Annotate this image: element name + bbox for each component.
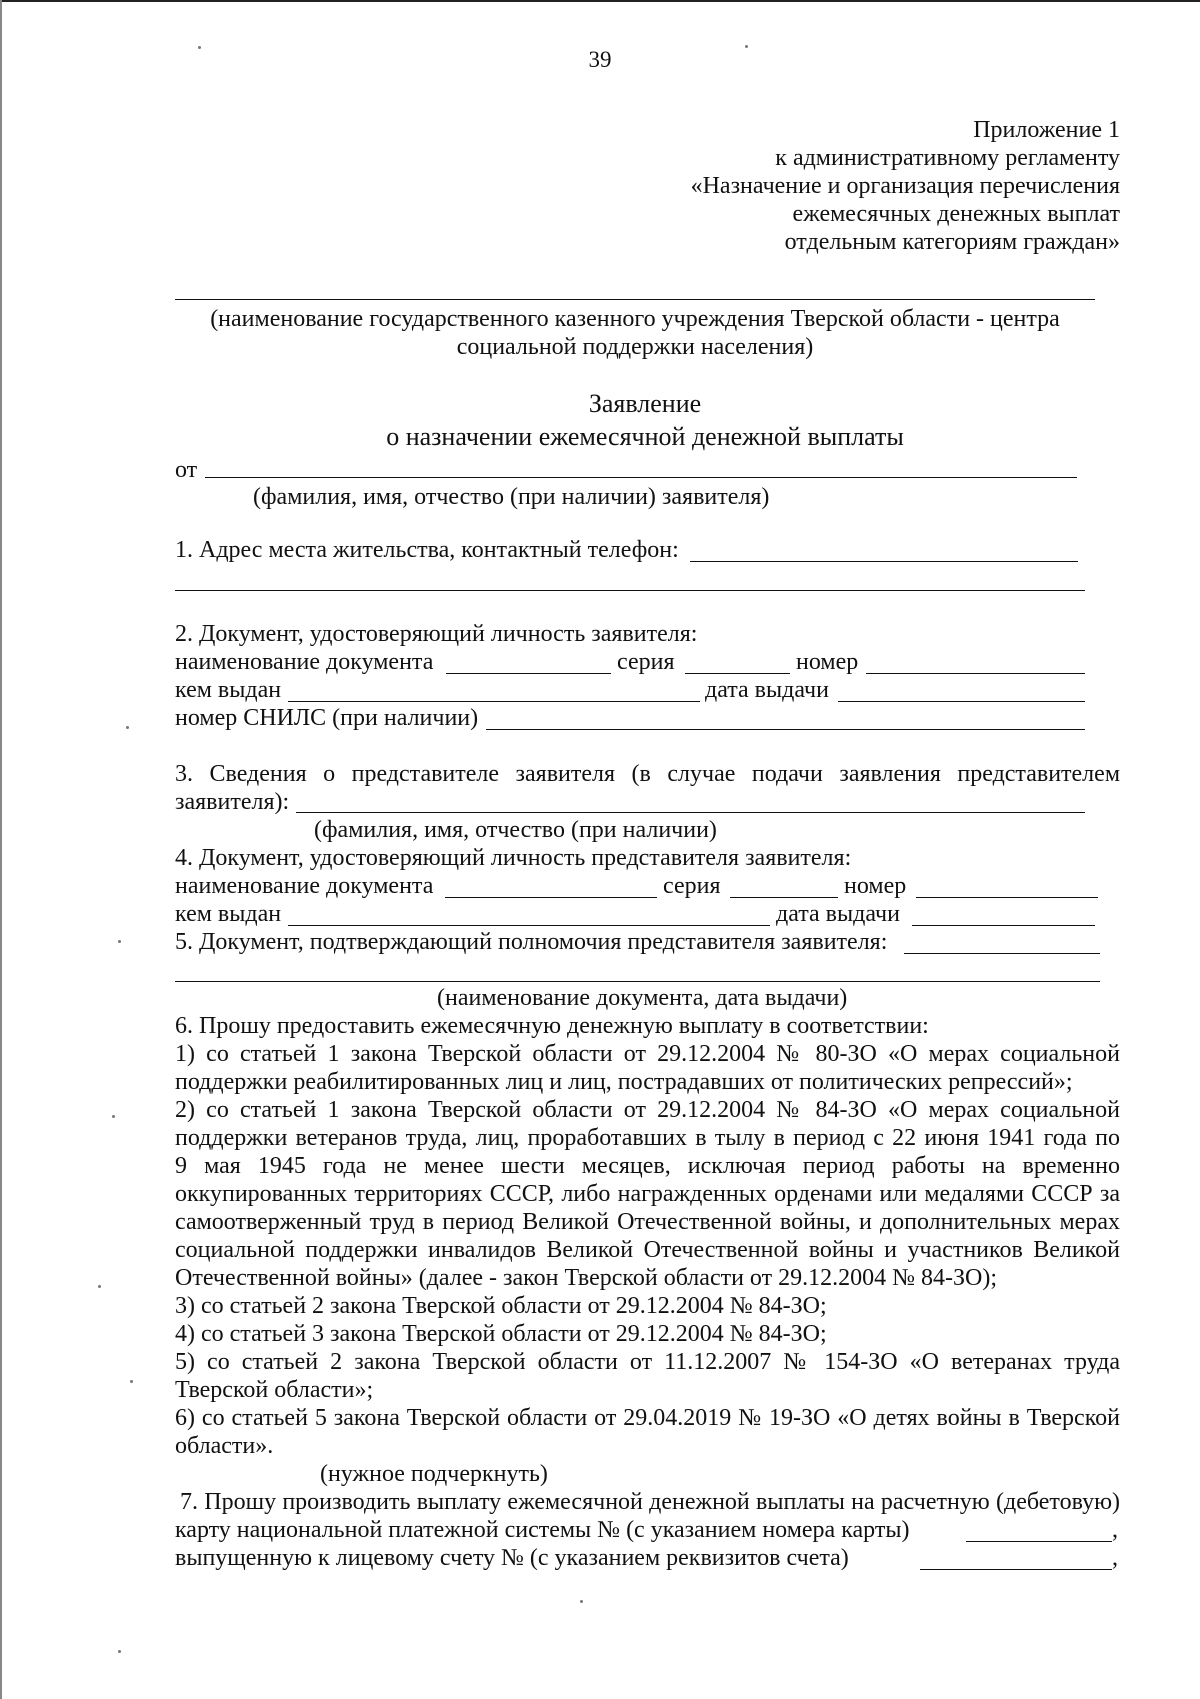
basis-option-3[interactable]: 3) со статьей 2 закона Тверской области от 29.12.2004 № 84-ЗО; [175,1293,827,1319]
basis-option-2-cont-5: социальной поддержки инвалидов Великой Отечественной войны и участников Великой [175,1237,1120,1263]
representative-doc-name-label: наименование документа [175,873,434,899]
institution-caption-line-2: социальной поддержки населения) [456,334,814,360]
representative-number-label: номер [844,873,907,899]
applicant-issued-by-label: кем выдан [175,677,282,703]
scan-speck [745,45,748,48]
basis-option-2-cont-2: 9 мая 1945 года не менее шести месяцев, исключая период работы на временно [175,1153,1120,1179]
basis-option-5-cont: Тверской области»; [175,1377,374,1403]
applicant-series-label: серия [617,649,675,675]
representative-name-caption: (фамилия, имя, отчество (при наличии) [314,817,717,843]
applicant-doc-name-field[interactable] [446,673,611,674]
applicant-name-caption: (фамилия, имя, отчество (при наличии) заявителя) [253,484,770,510]
institution-caption-line-1: (наименование государственного казенного учреждения Тверской области - центра [210,306,1060,332]
basis-option-6[interactable]: 6) со статьей 5 закона Тверской области от 29.04.2019 № 19-ЗО «О детях войны в Тверской [175,1405,1120,1431]
applicant-id-heading: 2. Документ, удостоверяющий личность заявителя: [175,621,698,647]
representative-issue-date-field[interactable] [912,925,1095,926]
payment-card-line-1: 7. Прошу производить выплату ежемесячной денежной выплаты на расчетную (дебетовую) [180,1489,1120,1515]
scan-speck [118,1650,121,1653]
account-number-comma: , [1112,1545,1118,1571]
applicant-name-field[interactable] [205,477,1077,478]
page-number: 39 [588,47,612,72]
basis-option-2-cont-6: Отечественной войны» (далее - закон Тверской области от 29.12.2004 № 84-ЗО); [175,1265,997,1291]
appendix-line-5: отдельным категориям граждан» [784,229,1120,255]
appendix-line-1: Приложение 1 [973,117,1120,143]
address-label: 1. Адрес места жительства, контактный телефон: [175,537,679,563]
applicant-number-field[interactable] [866,673,1085,674]
scan-speck [198,46,201,49]
basis-option-2[interactable]: 2) со статьей 1 закона Тверской области от 29.12.2004 № 84-ЗО «О мерах социальной [175,1097,1120,1123]
basis-option-1[interactable]: 1) со статьей 1 закона Тверской области от 29.12.2004 № 80-ЗО «О мерах социальной [175,1041,1120,1067]
basis-option-2-cont-4: самоотверженный труд в период Великой Отечественной войны, и дополнительных мерах [175,1209,1120,1235]
underline-note: (нужное подчеркнуть) [320,1461,548,1487]
authority-doc-field[interactable] [904,953,1100,954]
applicant-issued-by-field[interactable] [288,701,700,702]
representative-info-line-2: заявителя): [175,789,290,815]
account-number-field[interactable] [920,1569,1112,1570]
basis-option-1-cont: поддержки реабилитированных лиц и лиц, пострадавших от политических репрессий»; [175,1069,1073,1095]
address-phone-field[interactable] [690,561,1078,562]
representative-issued-by-label: кем выдан [175,901,282,927]
scan-speck [130,1380,133,1383]
applicant-series-field[interactable] [685,673,790,674]
applicant-number-label: номер [796,649,859,675]
basis-option-4[interactable]: 4) со статьей 3 закона Тверской области от 29.12.2004 № 84-ЗО; [175,1321,827,1347]
scan-speck [98,1285,101,1288]
document-subtitle: о назначении ежемесячной денежной выплаты [386,422,904,451]
scan-edge-left [0,0,2,1699]
scan-edge-top [0,0,1200,2]
payment-card-line-2: карту национальной платежной системы № (с указанием номера карты) [175,1517,910,1543]
card-number-field[interactable] [966,1541,1112,1542]
scan-speck [118,940,121,943]
basis-option-2-cont-3: оккупированных территориях СССР, либо награжденных орденами или медалями СССР за [175,1181,1120,1207]
applicant-snils-field[interactable] [486,729,1085,730]
representative-issued-by-field[interactable] [288,925,770,926]
applicant-issue-date-label: дата выдачи [705,677,829,703]
card-number-comma: , [1112,1517,1118,1543]
appendix-line-3: «Назначение и организация перечисления [690,173,1120,199]
scan-speck [112,1115,115,1118]
authority-doc-caption: (наименование документа, дата выдачи) [437,985,848,1011]
scan-speck [580,1600,583,1603]
representative-series-label: серия [663,873,721,899]
appendix-line-2: к административному регламенту [775,145,1120,171]
representative-number-field[interactable] [916,897,1098,898]
payment-basis-heading: 6. Прошу предоставить ежемесячную денежную выплату в соответствии: [175,1013,929,1039]
scan-speck [126,726,129,729]
from-label: от [175,457,198,483]
document-title: Заявление [588,389,702,418]
representative-doc-name-field[interactable] [445,897,657,898]
applicant-issue-date-field[interactable] [838,701,1085,702]
representative-name-field[interactable] [296,812,1085,813]
basis-option-2-cont-1: поддержки ветеранов труда, лиц, проработавших в тылу в период с 22 июня 1941 года по [175,1125,1120,1151]
applicant-doc-name-label: наименование документа [175,649,434,675]
basis-option-5[interactable]: 5) со статьей 2 закона Тверской области от 11.12.2007 № 154-ЗО «О ветеранах труда [175,1349,1120,1375]
representative-issue-date-label: дата выдачи [776,901,900,927]
basis-option-6-cont: области». [175,1433,274,1459]
applicant-snils-label: номер СНИЛС (при наличии) [175,705,479,731]
representative-info-line-1: 3. Сведения о представителе заявителя (в случае подачи заявления представителем [175,761,1120,787]
appendix-line-4: ежемесячных денежных выплат [792,201,1120,227]
representative-series-field[interactable] [730,897,838,898]
address-phone-field-line-2[interactable] [175,590,1085,591]
authority-doc-field-line-2[interactable] [175,981,1100,982]
authority-doc-label: 5. Документ, подтверждающий полномочия представителя заявителя: [175,929,888,955]
institution-name-field[interactable] [175,299,1095,300]
payment-account-line: выпущенную к лицевому счету № (с указанием реквизитов счета) [175,1545,849,1571]
representative-id-heading: 4. Документ, удостоверяющий личность представителя заявителя: [175,845,852,871]
